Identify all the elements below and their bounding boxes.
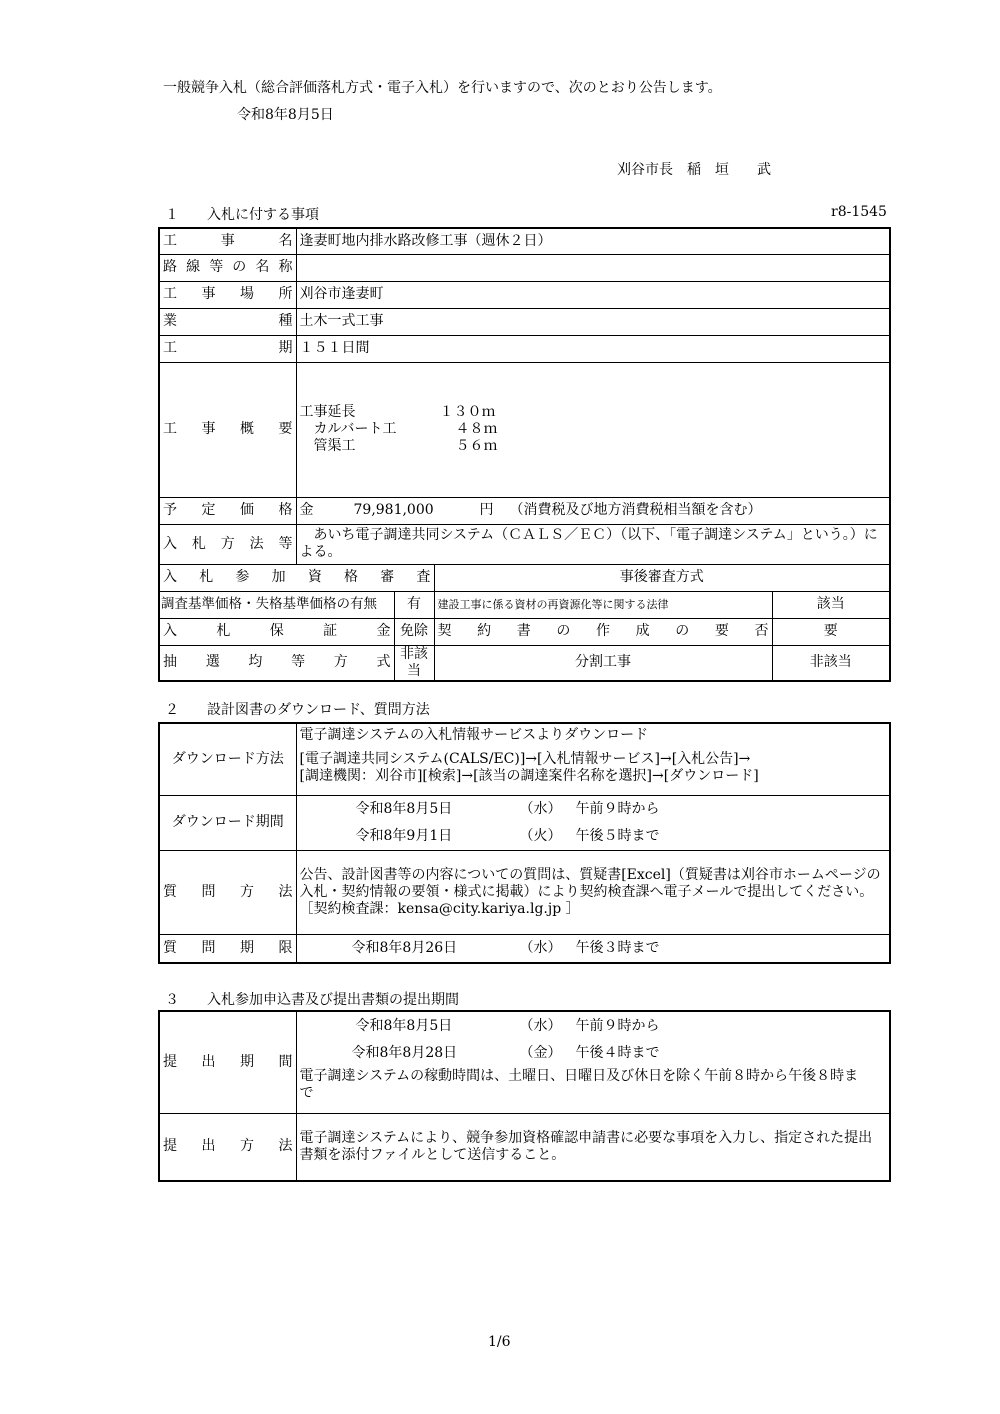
contract-value: 要 bbox=[772, 618, 890, 645]
dl-end-date: 令和8年9月1日 bbox=[355, 827, 453, 844]
recycle-law-value: 該当 bbox=[772, 591, 890, 618]
dl-end-dow: （火） bbox=[519, 827, 562, 844]
lottery-value: 非該当 bbox=[394, 645, 434, 681]
industry-label: 業 種 bbox=[163, 313, 293, 329]
contract-label: 契 約 書 の 作 成 の 要 否 bbox=[437, 623, 769, 639]
dl-period-label: ダウンロード期間 bbox=[159, 795, 296, 850]
price-amount: 79,981,000 bbox=[353, 502, 434, 518]
recycle-law-label: 建設工事に係る資材の再資源化等に関する法律 bbox=[434, 591, 772, 618]
dl-end-time: 午後５時まで bbox=[575, 827, 660, 844]
dl-start-date: 令和8年8月5日 bbox=[355, 800, 453, 817]
dl-start-time: 午前９時から bbox=[575, 800, 660, 817]
base-price-label: 調査基準価格・失格基準価格の有無 bbox=[159, 591, 394, 618]
project-label: 工 事 名 bbox=[163, 232, 293, 249]
section3-title: ３ 入札参加申込書及び提出書類の提出期間 bbox=[165, 992, 459, 1008]
dl-method-cell bbox=[296, 723, 890, 795]
bid-info-table bbox=[158, 227, 891, 682]
overview-item: 管渠工 bbox=[299, 438, 356, 454]
submit-end-dow: （金） bbox=[519, 1045, 562, 1061]
lottery-label: 抽 選 均 等 方 式 bbox=[163, 654, 391, 670]
submit-method-value: 電子調達システムにより、競争参加資格確認申請書に必要な事項を入力し、指定された提出書類を添付ファイルとして送信すること。 bbox=[296, 1113, 890, 1181]
route-name bbox=[296, 254, 890, 281]
submit-start-time: 午前９時から bbox=[575, 1018, 660, 1034]
q-method-label: 質 問 方 法 bbox=[163, 883, 293, 900]
dl-method-line: [調達機関：刈谷市][検索]→[該当の調達案件名称を選択]→[ダウンロード] bbox=[299, 768, 759, 784]
location-label: 工 事 場 所 bbox=[163, 286, 293, 302]
dl-period-cell bbox=[296, 795, 890, 850]
overview-label: 工 事 概 要 bbox=[163, 421, 293, 437]
qualification-label: 入 札 参 加 資 格 審 査 bbox=[163, 569, 431, 585]
location-value: 刈谷市逢妻町 bbox=[296, 281, 890, 308]
issuer: 刈谷市長 稲 垣 武 bbox=[617, 162, 771, 178]
q-deadline-label: 質 問 期 限 bbox=[163, 939, 293, 956]
q-method-text: 公告、設計図書等の内容についての質問は、質疑書[Excel]（質疑書は刈谷市ホームページの入札・契約情報の要領・様式に掲載）により契約検査課へ電子メールで提出してください。 bbox=[299, 866, 881, 900]
bond-value: 免除 bbox=[394, 618, 434, 645]
period-value: １５１日間 bbox=[296, 335, 890, 362]
submission-table bbox=[158, 1010, 891, 1182]
overview-item: 工事延長 bbox=[299, 404, 356, 420]
base-price-value: 有 bbox=[394, 591, 434, 618]
price-prefix: 金 bbox=[299, 502, 314, 518]
download-table bbox=[158, 722, 891, 964]
submit-start-date: 令和8年8月5日 bbox=[355, 1018, 453, 1034]
q-method-email: ［契約検査課：kensa@city.kariya.lg.jp ］ bbox=[299, 900, 580, 917]
submit-period-label: 提 出 期 間 bbox=[163, 1053, 293, 1070]
method-value: あいち電子調達共同システム（ＣＡＬＳ／ＥＣ）（以下、「電子調達システム」という。）による。 bbox=[296, 524, 890, 564]
overview-qty: ５６ｍ bbox=[455, 438, 498, 454]
q-deadline-cell bbox=[296, 934, 890, 963]
q-deadline-dow: （水） bbox=[519, 939, 562, 956]
reference-number: r8-1545 bbox=[831, 204, 887, 220]
dl-method-line: 電子調達システムの入札情報サービスよりダウンロード bbox=[299, 727, 649, 743]
qualification-value: 事後審査方式 bbox=[434, 564, 890, 591]
section2-title: ２ 設計図書のダウンロード、質問方法 bbox=[165, 702, 430, 718]
submit-start-dow: （水） bbox=[519, 1018, 562, 1034]
dl-method-label: ダウンロード方法 bbox=[159, 723, 296, 795]
hours-note: 電子調達システムの稼動時間は、土曜日、日曜日及び休日を除く午前８時から午後８時まで bbox=[299, 1068, 859, 1101]
split-label: 分割工事 bbox=[434, 645, 772, 681]
submit-end-date: 令和8年8月28日 bbox=[351, 1045, 458, 1061]
industry-value: 土木一式工事 bbox=[296, 308, 890, 335]
route-label: 路 線 等 の 名 称 bbox=[163, 259, 293, 275]
project-name: 逢妻町地内排水路改修工事（週休２日） bbox=[296, 228, 890, 254]
price-cell bbox=[296, 497, 890, 524]
submit-method-label: 提 出 方 法 bbox=[163, 1138, 293, 1155]
period-label: 工 期 bbox=[163, 340, 293, 356]
price-unit: 円 bbox=[479, 502, 494, 518]
section1-title: １ 入札に付する事項 bbox=[165, 207, 319, 223]
submit-end-time: 午後４時まで bbox=[575, 1045, 660, 1061]
split-value: 非該当 bbox=[772, 645, 890, 681]
overview-item: カルバート工 bbox=[299, 421, 397, 437]
q-deadline-time: 午後３時まで bbox=[575, 939, 660, 956]
submit-period-cell bbox=[296, 1011, 890, 1113]
intro-text: 一般競争入札（総合評価落札方式・電子入札）を行いますので、次のとおり公告します。 bbox=[163, 80, 722, 96]
q-method-cell bbox=[296, 850, 890, 934]
dl-method-line: [電子調達共同システム(CALS/EC)]→[入札情報サービス]→[入札公告]→ bbox=[299, 751, 751, 767]
dl-start-dow: （水） bbox=[519, 800, 562, 817]
notice-date: 令和8年8月5日 bbox=[237, 107, 334, 123]
price-label: 予 定 価 格 bbox=[163, 502, 293, 518]
overview-cell bbox=[296, 362, 890, 497]
q-deadline-date: 令和8年8月26日 bbox=[351, 939, 458, 956]
bond-label: 入 札 保 証 金 bbox=[163, 623, 391, 639]
overview-qty: ４８ｍ bbox=[455, 421, 498, 437]
price-note: （消費税及び地方消費税相当額を含む） bbox=[509, 502, 762, 518]
overview-qty: １３０ｍ bbox=[439, 404, 496, 420]
page-number: 1/6 bbox=[488, 1334, 511, 1350]
method-label: 入 札 方 法 等 bbox=[163, 535, 293, 552]
